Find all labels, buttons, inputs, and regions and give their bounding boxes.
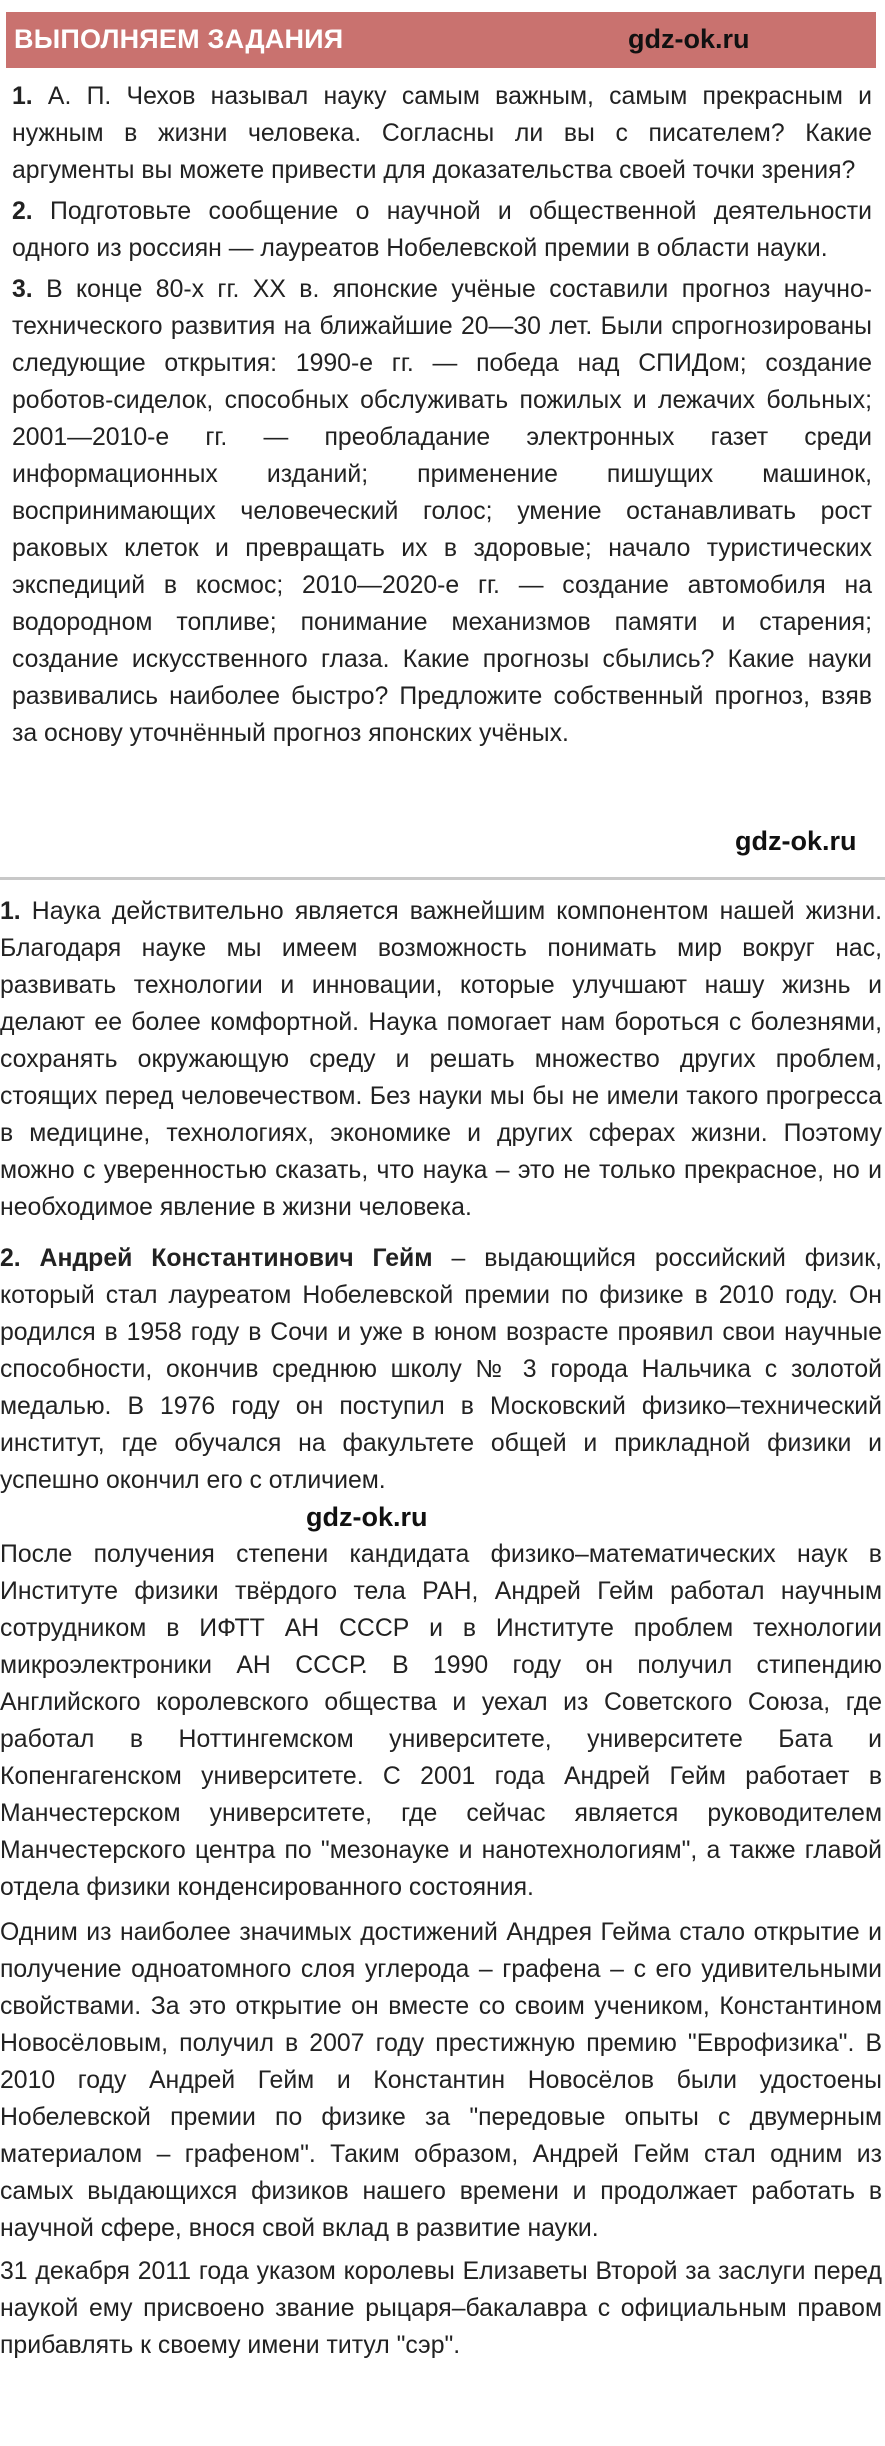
answer-1 xyxy=(0,893,882,1226)
answer-text: – выдающийся российский физик, который стал лауреатом Нобелевской премии по физике в 2010 году. Он родился в 1958 году в Сочи и уже в юном возрасте проявил свои научные способности, окончив среднюю школу № 3 города Нальчика с золотой медалью. В 1976 году он поступил в Московский физико–технический институт, где обучался на факультете общей и прикладной физики и успешно окончил его с отличием. xyxy=(0,1245,882,1494)
task-item-1 xyxy=(12,78,872,189)
task-text: В конце 80-х гг. XX в. японские учёные составили прогноз научно-технического развития на ближайшие 20—30 лет. Были спрогнозированы следующие открытия: 1990-е гг. — победа над СПИДом; создание роботов-сиделок, способных обслуживать пожилых и лежачих больных; 2001—2010-е гг. — преобладание электронных газет среди информационных изданий; применение пишущих машинок, воспринимающих человеческий голос; умение останавливать рост раковых клеток и превращать их в здоровые; начало туристических экспедиций в космос; 2010—2020-е гг. — создание автомобиля на водородном топливе; понимание механизмов памяти и старения; создание искусственного глаза. Какие прогнозы сбылись? Какие науки развивались наиболее быстро? Предложите собственный прогноз, взяв за основу уточнённый прогноз японских учёных. xyxy=(12,276,872,747)
spacer xyxy=(0,1906,882,1914)
answer-2-paragraph-4: 31 декабря 2011 года указом королевы Елизаветы Второй за заслуги перед наукой ему присвоено звание рыцаря–бакалавра с официальным правом прибавлять к своему имени титул "сэр". xyxy=(0,2258,882,2359)
answer-text: Наука действительно является важнейшим компонентом нашей жизни. Благодаря науке мы имеем возможность понимать мир вокруг нас, развивать технологии и инновации, которые улучшают нашу жизнь и делают ее более комфортной. Наука помогает нам бороться с болезнями, сохранять окружающую среду и решать множество других проблем, стоящих перед человечеством. Без науки мы бы не имели такого прогресса в медицине, технологиях, экономике и других сферах жизни. Поэтому можно с уверенностью сказать, что наука – это не только прекрасное, но и необходимое явление в жизни человека. xyxy=(0,898,882,1221)
task-number: 2. xyxy=(12,198,33,225)
task-item-3 xyxy=(12,271,872,752)
task-box xyxy=(0,0,885,880)
answer-2 xyxy=(0,1240,882,1499)
watermark-top: gdz-ok.ru xyxy=(628,24,750,54)
task-text: А. П. Чехов называл науку самым важным, самым прекрасным и нужным в жизни человека. Согласны ли вы с писателем? Какие аргументы вы можете привести для доказательства своей точки зрения? xyxy=(12,83,872,184)
answer-2-paragraph-2: После получения степени кандидата физико–математических наук в Институте физики твёрдого тела РАН, Андрей Гейм работал научным сотрудником в ИФТТ АН СССР и в Институте проблем технологии микроэлектроники АН СССР. В 1990 году он получил стипендию Английского королевского общества и уехал из Советского Союза, где работал в Ноттингемском университете, университете Бата и Копенгагенском университете. С 2001 года Андрей Гейм работает в Манчестерском университете, где сейчас является руководителем Манчестерского центра по "мезонауке и нанотехнологиям", а также главой отдела физики конденсированного состояния. xyxy=(0,1541,882,1901)
watermark-middle: gdz-ok.ru xyxy=(306,1502,428,1532)
spacer xyxy=(0,1226,882,1240)
task-list xyxy=(12,78,872,756)
answer-2-paragraph-3: Одним из наиболее значимых достижений Андрея Гейма стало открытие и получение одноатомного слоя углерода – графена – с его удивительными свойствами. За это открытие он вместе со своим учеником, Константином Новосёловым, получил в 2007 году престижную премию "Еврофизика". В 2010 году Андрей Гейм и Константин Новосёлов были удостоены Нобелевской премии по физике за "передовые опыты с двумерным материалом – графеном". Таким образом, Андрей Гейм стал одним из самых выдающихся физиков нашего времени и продолжает работать в научной сфере, внося свой вклад в развитие науки. xyxy=(0,1919,882,2242)
task-number: 3. xyxy=(12,276,33,303)
task-header xyxy=(6,12,876,68)
task-header-title: ВЫПОЛНЯЕМ ЗАДАНИЯ xyxy=(14,24,344,54)
task-item-2 xyxy=(12,193,872,267)
answer-number: 1. xyxy=(0,898,21,925)
answers-section xyxy=(0,893,882,2364)
answer-heading: 2. Андрей Константинович Гейм xyxy=(0,1245,433,1272)
task-number: 1. xyxy=(12,83,33,110)
task-text: Подготовьте сообщение о научной и общественной деятельности одного из россиян — лауреатов Нобелевской премии в области науки. xyxy=(12,198,872,262)
watermark-bottom: gdz-ok.ru xyxy=(735,826,857,856)
